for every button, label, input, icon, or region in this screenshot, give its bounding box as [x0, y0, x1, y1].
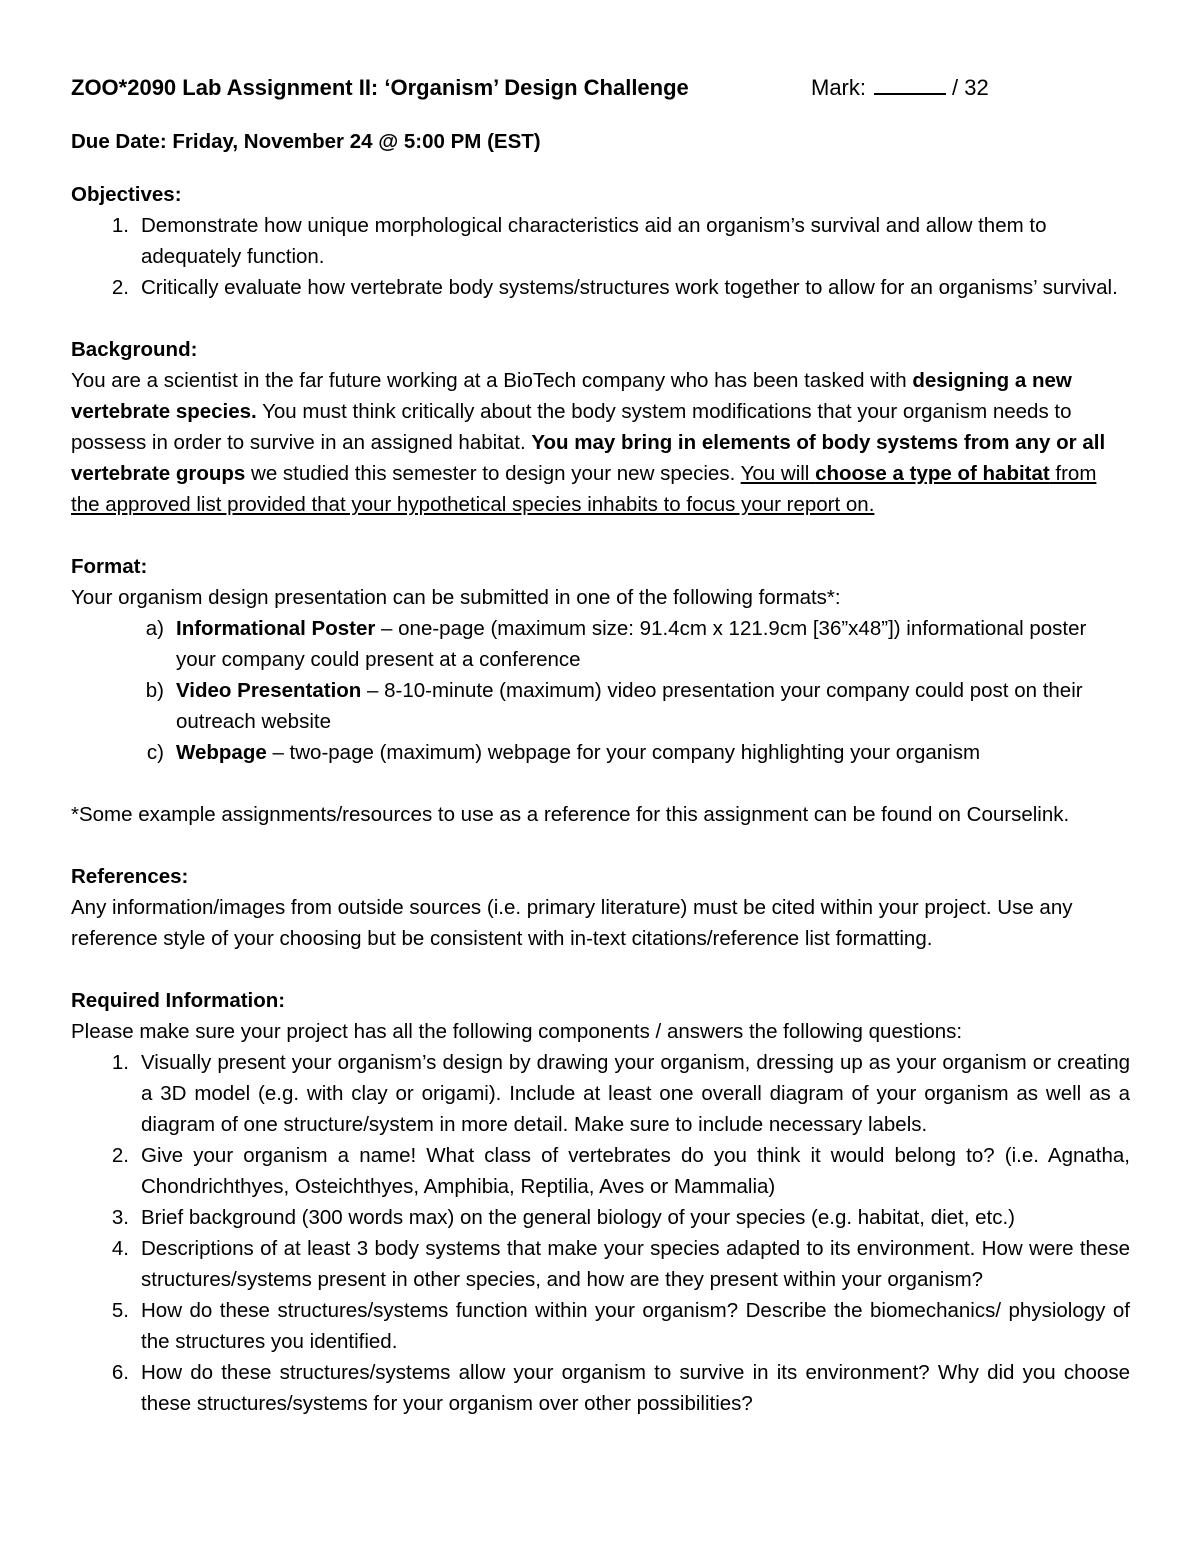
item-number: 4. [111, 1237, 129, 1260]
mark-total: / 32 [952, 75, 989, 100]
references-text: Any information/images from outside sources (i.e. primary literature) must be cited within your project. Use any reference style of your choosing but be consistent with in-text citations/reference list formatting. [71, 896, 1073, 950]
item-text: – one-page (maximum size: 91.4cm x 121.9cm [36”x48”]) informational poster your company could present at a conference [176, 617, 1087, 671]
bold-run: designing a new vertebrate species. [71, 369, 1072, 423]
item-label: Informational Poster [176, 617, 376, 640]
list-item [71, 272, 1130, 303]
required-heading: Required Information: [71, 989, 286, 1012]
references-heading: References: [71, 865, 189, 888]
item-number: 3. [111, 1206, 129, 1229]
list-item [71, 1233, 1130, 1295]
item-letter: a) [145, 617, 164, 640]
format-heading: Format: [71, 555, 148, 578]
item-text: How do these structures/systems function within your organism? Describe the biomechanics/ physiology of the structures you identified. [141, 1299, 1130, 1353]
item-text: Give your organism a name! What class of vertebrates do you think it would belong to? (i.e. Agnatha, Chondrichthyes, Osteichthyes, Amphibia, Reptilia, Aves or Mammalia) [141, 1144, 1130, 1198]
list-item [71, 1357, 1130, 1419]
list-item [71, 1202, 1130, 1233]
item-text: Descriptions of at least 3 body systems that make your species adapted to its environment. How were these structures/systems present in other species, and how are they present within your organism? [141, 1237, 1130, 1291]
item-text: Critically evaluate how vertebrate body systems/structures work together to allow for an organisms’ survival. [141, 276, 1118, 299]
item-text: – 8-10-minute (maximum) video presentation your company could post on their outreach website [176, 679, 1083, 733]
objectives-list [71, 210, 1130, 303]
text-run: You must think critically about the body system modifications that your organism needs to possess in order to survive in an assigned habitat. [71, 400, 1072, 454]
list-item [71, 1140, 1130, 1202]
list-item [71, 613, 1130, 675]
required-list [71, 1047, 1130, 1419]
item-number: 5. [111, 1299, 129, 1322]
bold-run: You may bring in elements of body systems from any or all vertebrate groups [71, 431, 1106, 485]
item-number: 2. [111, 1144, 129, 1167]
background-heading: Background: [71, 338, 198, 361]
item-text: Visually present your organism’s design by drawing your organism, dressing up as your organism or creating a 3D model (e.g. with clay or origami). Include at least one overall diagram of your organism as well as a diagram of one structure/system in more detail. Make sure to include necessary labels. [141, 1051, 1130, 1136]
item-number: 1. [111, 1051, 129, 1074]
list-item [71, 1047, 1130, 1140]
item-number: 6. [111, 1361, 129, 1384]
item-label: Webpage [176, 741, 267, 764]
format-note: *Some example assignments/resources to use as a reference for this assignment can be found on Courselink. [71, 803, 1070, 826]
item-number: 1. [111, 214, 129, 237]
background-paragraph [71, 365, 1130, 520]
underlined-run: You will [740, 462, 816, 485]
mark-label: Mark: [811, 75, 866, 100]
item-letter: b) [145, 679, 164, 702]
text-run: You are a scientist in the far future working at a BioTech company who has been tasked with [71, 369, 913, 392]
due-date: Due Date: Friday, November 24 @ 5:00 PM (EST) [71, 130, 541, 153]
underlined-bold-run: choose a type of habitat [815, 462, 1050, 485]
mark-blank [874, 75, 946, 95]
list-item [71, 210, 1130, 272]
text-run: we studied this semester to design your new species. [245, 462, 741, 485]
list-item [71, 737, 1130, 768]
assignment-title: ZOO*2090 Lab Assignment II: ‘Organism’ Design Challenge [71, 75, 689, 100]
item-number: 2. [111, 276, 129, 299]
objectives-heading: Objectives: [71, 183, 182, 206]
title-row [71, 72, 1130, 106]
item-text: Brief background (300 words max) on the general biology of your species (e.g. habitat, diet, etc.) [141, 1206, 1016, 1229]
item-text: Demonstrate how unique morphological characteristics aid an organism’s survival and allow them to adequately function. [141, 214, 1047, 268]
underlined-run: from the approved list provided that your hypothetical species inhabits to focus your report on. [71, 462, 1097, 516]
required-intro: Please make sure your project has all the following components / answers the following questions: [71, 1020, 963, 1043]
mark-field [811, 72, 989, 103]
item-text: How do these structures/systems allow your organism to survive in its environment? Why did you choose these structures/systems for your organism over other possibilities? [141, 1361, 1130, 1415]
list-item [71, 675, 1130, 737]
list-item [71, 1295, 1130, 1357]
format-intro: Your organism design presentation can be submitted in one of the following formats*: [71, 586, 841, 609]
item-letter: c) [146, 741, 164, 764]
item-label: Video Presentation [176, 679, 362, 702]
item-text: – two-page (maximum) webpage for your company highlighting your organism [266, 741, 981, 764]
format-list [71, 613, 1130, 768]
